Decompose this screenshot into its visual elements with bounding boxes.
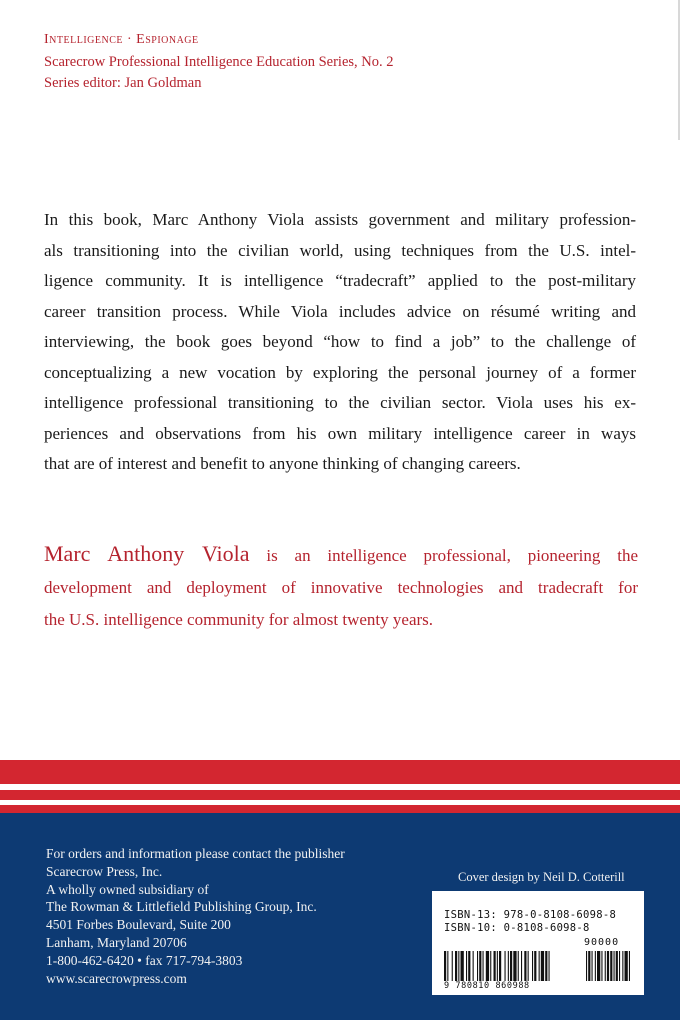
- isbn10-label: ISBN-10: 0-8108-6098-8: [444, 922, 590, 934]
- description-line: ligence community. It is intelligence “tradecraft” applied to the post-military: [44, 271, 636, 290]
- barcode-bar: [532, 951, 533, 981]
- barcode-bar: [477, 951, 478, 981]
- description-line: interviewing, the book goes beyond “how to find a job” to the challenge of: [44, 332, 636, 351]
- barcode-bar: [510, 951, 512, 981]
- barcode-addon-bar: [616, 951, 618, 981]
- author-bio-line: [44, 538, 638, 572]
- barcode-bar: [473, 951, 474, 981]
- author-bio-text: is an intelligence professional, pioneering the: [249, 546, 638, 565]
- category-label: Intelligence · Espionage: [44, 32, 199, 47]
- series-title: Scarecrow Professional Intelligence Education Series, No. 2: [44, 54, 394, 70]
- barcode-bar: [521, 951, 522, 981]
- barcode-bar: [452, 951, 453, 981]
- barcode-bar: [549, 951, 550, 981]
- barcode-addon-bar: [605, 951, 606, 981]
- barcode-addon-number: 90000: [584, 937, 620, 948]
- series-header: [44, 32, 394, 94]
- barcode-addon-bar: [597, 951, 600, 981]
- cover-design-credit: Cover design by Neil D. Cotterill: [458, 870, 625, 884]
- barcode-addon-bar: [586, 951, 587, 981]
- barcode-bar: [528, 951, 529, 981]
- barcode-digits: 9 780810 860988: [444, 981, 530, 991]
- author-bio-line: development and deployment of innovative technologies and tradecraft for: [44, 578, 638, 597]
- barcode-bar: [513, 951, 516, 981]
- publisher-line: For orders and information please contact the publisher: [46, 846, 345, 861]
- barcode-bar: [524, 951, 526, 981]
- barcode-bar: [444, 951, 446, 981]
- publisher-line: Lanham, Maryland 20706: [46, 934, 187, 950]
- barcode-bar: [479, 951, 481, 981]
- description-line: career transition process. While Viola includes advice on résumé writing and: [44, 301, 636, 321]
- barcode-addon-bar: [629, 951, 630, 981]
- author-bio-line: the U.S. intelligence community for almost twenty years.: [44, 610, 434, 629]
- description-line: periences and observations from his own military intelligence career in ways: [44, 423, 636, 443]
- red-stripe: [0, 760, 680, 784]
- publisher-line: A wholly owned subsidiary of: [46, 881, 209, 897]
- barcode-bar: [545, 951, 547, 981]
- series-editor: Series editor: Jan Goldman: [44, 75, 202, 91]
- description-line: als transitioning into the civilian world, using techniques from the U.S. intel-: [44, 240, 636, 260]
- barcode-bar: [447, 951, 448, 981]
- publisher-line: 1-800-462-6420 • fax 717-794-3803: [46, 952, 243, 968]
- barcode-bar: [539, 951, 540, 981]
- author-name: Marc Anthony Viola: [44, 541, 250, 566]
- barcode-bar: [458, 951, 459, 981]
- barcode-addon-bar: [601, 951, 602, 981]
- barcode-bar: [483, 951, 484, 981]
- description-line: that are of interest and benefit to anyone thinking of changing careers.: [44, 454, 521, 473]
- barcode-bar: [455, 951, 457, 981]
- barcode-bar: [486, 951, 489, 981]
- description-line: In this book, Marc Anthony Viola assists government and military profession-: [44, 210, 636, 229]
- barcode-bar: [499, 951, 501, 981]
- red-stripe: [0, 790, 680, 800]
- barcode-addon-bar: [595, 951, 596, 981]
- barcode-bar: [468, 951, 470, 981]
- barcode-addon-bar: [592, 951, 593, 981]
- publisher-line: Scarecrow Press, Inc.: [46, 863, 163, 879]
- author-bio: [44, 538, 638, 636]
- barcode-addon-bar: [588, 951, 590, 981]
- isbn-barcode: [432, 891, 644, 995]
- barcode-bar: [497, 951, 498, 981]
- barcode-bar: [466, 951, 467, 981]
- barcode-bar: [494, 951, 496, 981]
- publisher-line: 4501 Forbes Boulevard, Suite 200: [46, 917, 231, 933]
- barcode-addon-bar: [607, 951, 609, 981]
- barcode-addon-bar: [614, 951, 615, 981]
- red-stripe: [0, 805, 680, 813]
- publisher-line: www.scarecrowpress.com: [46, 970, 187, 986]
- publisher-line: The Rowman & Littlefield Publishing Group, Inc.: [46, 899, 317, 915]
- barcode-bar: [461, 951, 464, 981]
- description-line: conceptualizing a new vocation by exploring the personal journey of a former: [44, 362, 636, 382]
- barcode-addon-bar: [619, 951, 620, 981]
- barcode-addon-bar: [625, 951, 628, 981]
- publisher-info: [46, 845, 345, 987]
- barcode-addon-bar: [610, 951, 612, 981]
- barcode-addon-bar: [622, 951, 623, 981]
- barcode-bar: [541, 951, 544, 981]
- barcode-bar: [534, 951, 536, 981]
- barcode-bar: [490, 951, 491, 981]
- description-line: intelligence professional transitioning to the civilian sector. Viola uses his ex-: [44, 393, 636, 412]
- barcode-bar: [505, 951, 506, 981]
- barcode-bar: [508, 951, 509, 981]
- book-description: [44, 205, 636, 480]
- isbn13-label: ISBN-13: 978-0-8108-6098-8: [444, 909, 617, 921]
- barcode-bar: [518, 951, 519, 981]
